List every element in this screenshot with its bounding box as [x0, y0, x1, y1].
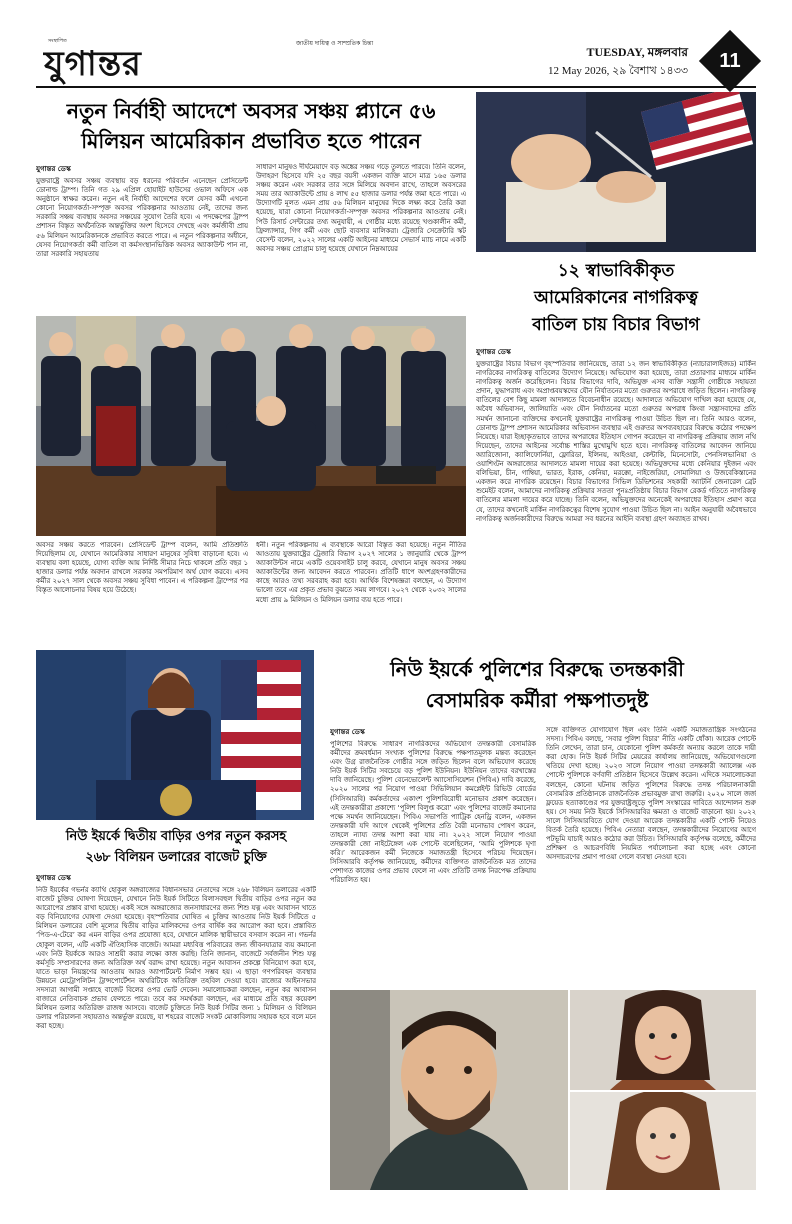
page-number-badge [699, 30, 761, 92]
man-portrait-image [330, 990, 568, 1190]
governor-podium-image [36, 650, 314, 820]
masthead-day: TUESDAY, মঙ্গলবার [586, 45, 688, 59]
masthead-tagline: সংস্থাপিত [48, 38, 67, 44]
article1-body-col1: যুক্তরাষ্ট্রে অবসর সঞ্চয় ব্যবস্থায় বড় ধরনের পরিবর্তন এনেছেন প্রেসিডেন্ট ডোনাল্ড ট্রাম্প। তিনি গত ২৯ এপ্রিল হোয়াইট হাউসের ওভাল অফিসে এক অনুষ্ঠানে স্বাক্ষর করেন। নতুন এই নির্বাহী আদেশের ফলে যেসব কর্মী এখনো কোনো নিয়োগকর্তা-সম্পৃক্ত অবসর পরিকল্পনার আওতায় নেই, তাদের জন্য সরকারি সঞ্চয় ব্যবস্থায় অবসর সঞ্চয়ের সুযোগ তৈরি হবে। এ পদক্ষেপের ট্রাম্প প্রশাসন বিস্তৃত অর্থনৈতিক অন্তর্ভুক্তির অংশ হিসেবে দেখছে এবং কর্মজীবী প্রায় ৫৬ মিলিয়ন আমেরিকানকে প্রভাবিত করতে পারে। এ নতুন পরিকল্পনার অধীনে, যেসব নিয়োগকর্তা কর্মী বাতিল বা কর্মসংস্থানভিত্তিক অবসর অ্যাকাউন্ট পান না, তারা সরকারি সহায়তায় [36, 177, 248, 258]
newspaper-logo: যুগান্তর [44, 44, 142, 84]
woman-portrait-photo-1 [570, 990, 756, 1090]
man-portrait-photo [330, 990, 568, 1190]
article3-col1 [330, 726, 536, 990]
article1-col1 [36, 163, 248, 313]
article1-headline-line1: নতুন নির্বাহী আদেশে অবসর সঞ্চয় প্ল্যানে ৫৬ [66, 99, 436, 123]
article1-body-col2: সাধারণ মানুষও দীর্ঘমেয়াদে বড় অঙ্কের সঞ্চয় গড়ে তুলতে পারবে। তিনি বলেন, উদাহরণ হিসেবে যদি ২৫ বছর বয়সী একজন ব্যক্তি মাসে মাত্র ১৬৫ ডলার সঞ্চয় করেন এবং সরকার তার সঙ্গে মিলিয়ে অবদান রাখে, তাহলে অবসরের সময় তার অ্যাকাউন্টে প্রায় ৪ লাখ ৫৫ হাজার ডলার পর্যন্ত জমা হতে পারে। এ উদ্যোগটি মূলত এমন প্রায় ৫৬ মিলিয়ন মানুষের দিকে লক্ষ্য করে তৈরি করা হয়েছে, যারা কোনো নিয়োগকর্তা-সম্পৃক্ত অবসর পরিকল্পনার আওতায় নেই। পিউ রিসার্চ সেন্টারের তথ্য অনুযায়ী, এ গোষ্ঠীর মধ্যে রয়েছে খণ্ডকালীন কর্মী, ফ্রিল্যান্সার, গিগ কর্মী এবং ছোট ব্যবসার মালিকরা। ট্রেজারি সেক্রেটারি স্কট বেসেন্ট বলেন, ২০২২ সালের একটি আইনের মাধ্যমে সেভার্স ম্যাচ নামে একটি অবসর সঞ্চয় প্রোগ্রাম চালু হয়েছে যেখানে নিম্নআয়ের [256, 163, 466, 253]
article1-col2 [256, 163, 466, 313]
article4-body: নিউ ইয়র্কের গভর্নর ক্যাথি হোকুল অঙ্গরাজ্যের বিধানসভার নেতাদের সঙ্গে ২৬৮ বিলিয়ন ডলারের একটি বাজেট চুক্তির ঘোষণা দিয়েছেন, যেখানে নিউ ইয়র্ক সিটিতে বিলাসবহুল দ্বিতীয় বাড়ির ওপর নতুন কর আরোপের প্রস্তাব রাখা হয়েছে। একই সঙ্গে অঙ্গরাজ্যের জনসাধারণের জন্য শিশু যত্ন এবং আবাসন খাতে বড় বিনিয়োগের ঘোষণা দেওয়া হয়েছে। বৃহস্পতিবার ঘোষিত এ চুক্তির আওতায় নিউ ইয়র্ক সিটিতে ৫ মিলিয়ন ডলারের বেশি মূল্যের দ্বিতীয় বাড়ির মালিকদের ওপর বার্ষিক কর আরোপ করা হবে। প্রস্তাবিত ‘পিড-এ-টেরে’ কর এমন বাড়ির ওপর প্রযোজ্য হবে, যেখানে মালিক স্থায়ীভাবে বসবাস করেন না। গভর্নর হোকুল বলেন, এটি একটি ঐতিহাসিক বাজেট। আমরা মধ্যবিত্ত পরিবারের জন্য জীবনযাত্রার ব্যয় কমানো এবং নিউ ইয়র্ককে আরও সাশ্রয়ী করার লক্ষ্যে কাজ করছি। তিনি জানান, বাজেটে সর্বজনীন শিশু যত্ন কর্মসূচি সম্প্রসারণের জন্য অতিরিক্ত অর্থ বরাদ্দ রাখা হয়েছে। নতুন আবাসন প্রকল্পে বিনিয়োগ করা হবে, যাতে ভাড়া নিয়ন্ত্রণের আওতায় আরও অ্যাপার্টমেন্ট নির্মাণ সম্ভব হয়। এ ছাড়া গণপরিবহন ব্যবস্থার উন্নয়নে মেট্রোপলিটন ট্রান্সপোর্টেশন অথরিটিকে অতিরিক্ত তহবিল দেওয়া হবে। রাজ্যের আইনসভার সদস্যরা আগামী সপ্তাহে বাজেট বিলের ওপর ভোট দেবেন। সমালোচকরা বলছেন, নতুন কর আবাসন বাজারে নেতিবাচক প্রভাব ফেলতে পারে। তবে কর সমর্থকরা বলছেন, এর মাধ্যমে প্রতি বছর কয়েকশ মিলিয়ন ডলার অতিরিক্ত রাজস্ব আসবে। বাজেট চুক্তিতে নিউ ইয়র্ক সিটির জন্য ১ মিলিয়ন ও বিলিয়ন ডলার পরিচালনা সহায়তাও অন্তর্ভুক্ত রয়েছে, যা শহরের বাজেট সংকট মোকাবিলায় সহায়ক হবে বলে মনে করা হচ্ছে। [36, 886, 316, 1031]
article3-body-col2: সঙ্গে ব্যক্তিগত যোগাযোগ ছিল এবং তিনি একটি সমাজতান্ত্রিক সংগঠনের সদস্য। পিবিএ বলছে, ‘সবার পুলিশ বিচার’ নীতি একটি ধোঁকা। আরেক পোস্টে তিনি লেখেন, তারা চান, যেকোনো পুলিশ কর্মকর্তা অন্যায় করলে তাকে দায়ী করা হোক। নিউ ইয়র্ক সিটির মেয়রের কার্যালয় জানিয়েছে, অভিযোগগুলো খতিয়ে দেখা হচ্ছে। ২০২৩ সালে নিয়োগ পাওয়া তদন্তকারী অ্যালেক্স এক পোস্টে পুলিশকে বর্ণবাদী প্রতিষ্ঠান হিসেবে উল্লেখ করেন। এদিকে সমালোচকরা বলছেন, কোনো ঘটনায় জড়িত পুলিশের বিরুদ্ধে তদন্ত পরিচালনাকারী বেসামরিক প্রতিষ্ঠানকে রাজনৈতিক প্রভাবমুক্ত রাখা জরুরি। ২০২০ সালে জর্জ ফ্লয়েড হত্যাকাণ্ডের পর যুক্তরাষ্ট্রজুড়ে পুলিশ সংস্কারের দাবিতে আন্দোলন শুরু হয়। সে সময় নিউ ইয়র্কে সিসিআরবির ক্ষমতা ও বাজেট বাড়ানো হয়। ২০২২ সালে সিসিআরবিতে যোগ দেওয়া আরেক তদন্তকারীর একটি পোস্ট নিয়েও বিতর্ক তৈরি হয়েছে। পিবিএ নেতারা বলছেন, তদন্তকারীদের নিয়োগের আগে পটভূমি যাচাই আরও কঠোর করা উচিত। সিসিআরবি কর্তৃপক্ষ বলেছে, কর্মীদের প্রশিক্ষণ ও আচরণবিধি নিয়মিত পর্যালোচনা করা হচ্ছে এবং কোনো অসদাচরণের প্রমাণ পাওয়া গেলে ব্যবস্থা নেওয়া হবে। [546, 726, 756, 862]
masthead-date: 12 May 2026, ২৯ বৈশাখ ১৪৩৩ [547, 65, 688, 77]
article2-body-column [476, 346, 756, 628]
article3-headline [318, 654, 756, 716]
signing-hands-image [476, 92, 756, 252]
article1-body-col1-below: অবসর সঞ্চয় করতে পারবেন। প্রেসিডেন্ট ট্রাম্প বলেন, আমি প্রতিশ্রুতি দিয়েছিলাম যে, যেখানে আমেরিকার সাধারণ মানুষের সুবিধা বাড়ানো হবে। এ ব্যবস্থায় বলা হয়েছে, যোগ্য ব্যক্তি আয় নির্দিষ্ট সীমার নিচে থাকলে প্রতি বছর ১ হাজার ডলার পর্যন্ত অবদান রাখলে সরকার সমপরিমাণ অর্থ যোগ করবে। এসব কর্মীর ২০২৭ সাল থেকে অবসর সঞ্চয় সুবিধা পাবেন। এ পরিকল্পনা ট্রাম্পের পর বিস্তৃত আলোচনার বিষয় হয়ে উঠেছে। [36, 541, 248, 595]
article4-body-column [36, 872, 316, 1190]
woman-portrait-image-1 [570, 990, 756, 1090]
signing-photo [476, 92, 756, 252]
oval-office-image [36, 316, 466, 536]
article1-byline: যুগান্তর ডেস্ক [36, 165, 71, 173]
article2-byline: যুগান্তর ডেস্ক [476, 348, 511, 356]
masthead-center-tag: জাতীয় দায়িত্ব ও সাম্প্রতিক চিন্তা [296, 40, 374, 47]
article1-col2-continued [256, 541, 466, 627]
article3-headline-line2: বেসামরিক কর্মীরা পক্ষপাতদুষ্ট [425, 689, 649, 712]
article4-headline [36, 826, 316, 868]
article1-col1-continued [36, 541, 248, 627]
article2-body: যুক্তরাষ্ট্রের বিচার বিভাগ বৃহস্পতিবার জানিয়েছে, তারা ১২ জন স্বাভাবিকীকৃত (ন্যাচারালাইজড) মার্কিন নাগরিকের নাগরিকত্ব বাতিলের উদ্যোগ নিয়েছে। অভিযোগ করা হয়েছে, তারা প্রতারণার মাধ্যমে মার্কিন নাগরিকত্ব অর্জন করেছিলেন। বিচার বিভাগের দাবি, অভিযুক্ত এসব ব্যক্তি সন্ত্রাসী গোষ্ঠীকে সহায়তা প্রদান, যুদ্ধাপরাধ এবং অপ্রাপ্তবয়স্কদের যৌন নির্যাতনের মতো গুরুতর অপরাধে জড়িত ছিলেন। নাগরিকত্ব বাতিলের বেশ কিছু মামলা আদালতে বিবেচনাধীন রয়েছে। আদালতে অভিযোগ দাখিল করা হয়েছে যে, অবৈধ অভিবাসন, জালিয়াতি এবং যৌন নির্যাতনের মতো গুরুতর অপরাধ কিংবা সন্ত্রাসবাদের প্রতি সমর্থন জানানো ব্যক্তিদের কখনোই যুক্তরাষ্ট্রের নাগরিকত্ব পাওয়া উচিত ছিল না। তিনি আরও বলেন, ডোনাল্ড ট্রাম্প প্রশাসন আমেরিকার অভিবাসন ব্যবস্থার এই গুরুতর অপব্যবহারের বিরুদ্ধে কঠোর পদক্ষেপ নিয়েছে। যারা ইচ্ছাকৃতভাবে তাদের অপরাধের ইতিহাস গোপন করেছেন বা নাগরিকত্ব প্রক্রিয়ায় জাল নথি দিয়েছেন, তাদের আইনের সর্বোচ্চ শাস্তির মুখোমুখি হতে হবে। নাগরিকত্ব বাতিলের আবেদন জানিয়ে অ্যারিজোনা, ক্যালিফোর্নিয়া, ফ্লোরিডা, ইলিনয়, আইওয়া, কেন্টাকি, মিনেসোটা, পেনসিলভানিয়া ও ওয়াশিংটন অঙ্গরাজ্যের আদালতে মামলা দায়ের করা হয়েছে। অভিযুক্তদের মধ্যে কেনিয়ার দুইজন এবং বলিভিয়া, চীন, গাম্বিয়া, ভারত, ইরাক, কেনিয়া, মরক্কো, নাইজেরিয়া, সোমালিয়া ও উজবেকিস্তানের একজন করে নাগরিক রয়েছেন। বিচার বিভাগের সিভিল ডিভিশনের সহকারী অ্যাটর্নি জেনারেল ব্রেট শুমেইট বলেন, আমাদের নাগরিকত্ব প্রক্রিয়ার সততা পুনঃপ্রতিষ্ঠায় বিচার বিভাগ রেকর্ড গতিতে নাগরিকত্ব বাতিলের মামলা দায়ের করে যাচ্ছে। তিনি বলেন, অভিযুক্তদের অনেকেই অপরাধের ইতিহাস প্রমাণ করে যে, তাদের কখনোই মার্কিন নাগরিকত্বের বিশেষ সুযোগ পাওয়া উচিত ছিল না। আইন অনুযায়ী অবৈধভাবে নাগরিকত্ব অর্জনকারীদের বিরুদ্ধে আমরা সব ধরনের আইনি ব্যবস্থা গ্রহণ অব্যাহত রাখব। [476, 360, 756, 523]
oval-office-photo [36, 316, 466, 536]
article3-col2 [546, 726, 756, 988]
article1-headline-line2: মিলিয়ন আমেরিকান প্রভাবিত হতে পারেন [81, 129, 421, 153]
article2-headline [476, 258, 756, 339]
governor-photo [36, 650, 314, 820]
article3-byline: যুগান্তর ডেস্ক [330, 728, 365, 736]
article2-headline-line1: ১২ স্বাভাবিকীকৃত [557, 261, 675, 281]
article2-headline-line3: বাতিল চায় বিচার বিভাগ [532, 315, 700, 335]
article2-headline-line2: আমেরিকানের নাগরিকত্ব [534, 288, 698, 308]
woman-portrait-photo-2 [570, 1092, 756, 1190]
article3-headline-line1: নিউ ইয়র্কে পুলিশের বিরুদ্ধে তদন্তকারী [390, 658, 684, 681]
article1-headline [36, 96, 466, 156]
article1-body-col2-below: ধনী। নতুন পরিকল্পনায় এ ব্যবস্থাকে আরো বিস্তৃত করা হয়েছে। নতুন নীতির আওতায় যুক্তরাষ্ট্রের ট্রেজারি বিভাগ ২০২৭ সালের ১ জানুয়ারি থেকে ট্রাম্প অ্যাকাউন্টস নামে একটি ওয়েবসাইট চালু করবে, যেখানে মানুষ অবসর সঞ্চয় অ্যাকাউন্টের জন্য আবেদন করতে পারবেন। প্রতিটি ধাপে অংশগ্রহণকারীদের কাছে আরও তথ্য সরবরাহ করা হবে। আর্থিক বিশেষজ্ঞরা বলছেন, এ উদ্যোগ ভালো তবে এর প্রকৃত প্রভাব বুঝতে সময় লাগবে। ২০২৭ থেকে ২০৩২ সালের মধ্যে প্রায় ৯ মিলিয়ন ও মিলিয়ন ডলার ব্যয় হতে পারে। [256, 541, 466, 604]
article4-headline-line1: নিউ ইয়র্কে দ্বিতীয় বাড়ির ওপর নতুন করসহ [65, 829, 287, 844]
woman-portrait-image-2 [570, 1092, 756, 1190]
masthead [36, 36, 756, 88]
page-number: 11 [719, 50, 741, 72]
article4-headline-line2: ২৬৮ বিলিয়ন ডলারের বাজেট চুক্তি [85, 850, 267, 865]
article4-byline: যুগান্তর ডেস্ক [36, 874, 71, 882]
article3-body-col1: পুলিশের বিরুদ্ধে সাধারণ নাগরিকদের অভিযোগ তদন্তকারী বেসামরিক কর্মীদের ক্রমবর্ধমান সংখ্যক পুলিশের বিরুদ্ধে পক্ষপাতমূলক মন্তব্য করেছেন এবং উগ্র রাজনৈতিক গোষ্ঠীর সঙ্গে জড়িত ছিলেন বলে অভিযোগ করেছে নিউ ইয়র্ক সিটির সবচেয়ে বড় পুলিশ ইউনিয়ন। ইউনিয়ন তাদের বরখাস্তের দাবি জানিয়েছে। পুলিশ বেনেভোলেন্ট অ্যাসোসিয়েশন (পিবিএ) দাবি করেছে, ২০২০ সালের পর নিয়োগ পাওয়া সিভিলিয়ান কমপ্লেইন্ট রিভিউ বোর্ডের (সিসিআরবি) কর্মকর্তাদের একাংশ পুলিশবিরোধী মনোভাব প্রকাশ করেছেন। এই তদন্তকারীরা প্রকাশ্যে ‘পুলিশ বিলুপ্ত করো’ এবং পুলিশের বাজেট কমানোর পক্ষে সমর্থন জানিয়েছেন। পিবিএ সভাপতি প্যাট্রিক হেনড্রি বলেন, একজন তদন্তকারী যদি আগে থেকেই পুলিশের প্রতি বৈরী মনোভাব পোষণ করেন, তাহলে ন্যায্য তদন্ত আশা করা যায় না। ২০২২ সালে নিয়োগ পাওয়া তদন্তকারী জো নাইটেঙ্গেল এক পোস্টে বলেছিলেন, ‘আমি পুলিশকে ঘৃণা করি।’ আরেকজন কর্মী নিজেকে সমাজতন্ত্রী হিসেবে পরিচয় দিয়েছেন। সিসিআরবি কর্তৃপক্ষ জানিয়েছে, কর্মীদের ব্যক্তিগত রাজনৈতিক মত তাদের পেশাগত কাজের ওপর প্রভাব ফেলে না এবং প্রতিটি তদন্ত নিরপেক্ষ প্রক্রিয়ায় পরিচালিত হয়। [330, 740, 536, 885]
